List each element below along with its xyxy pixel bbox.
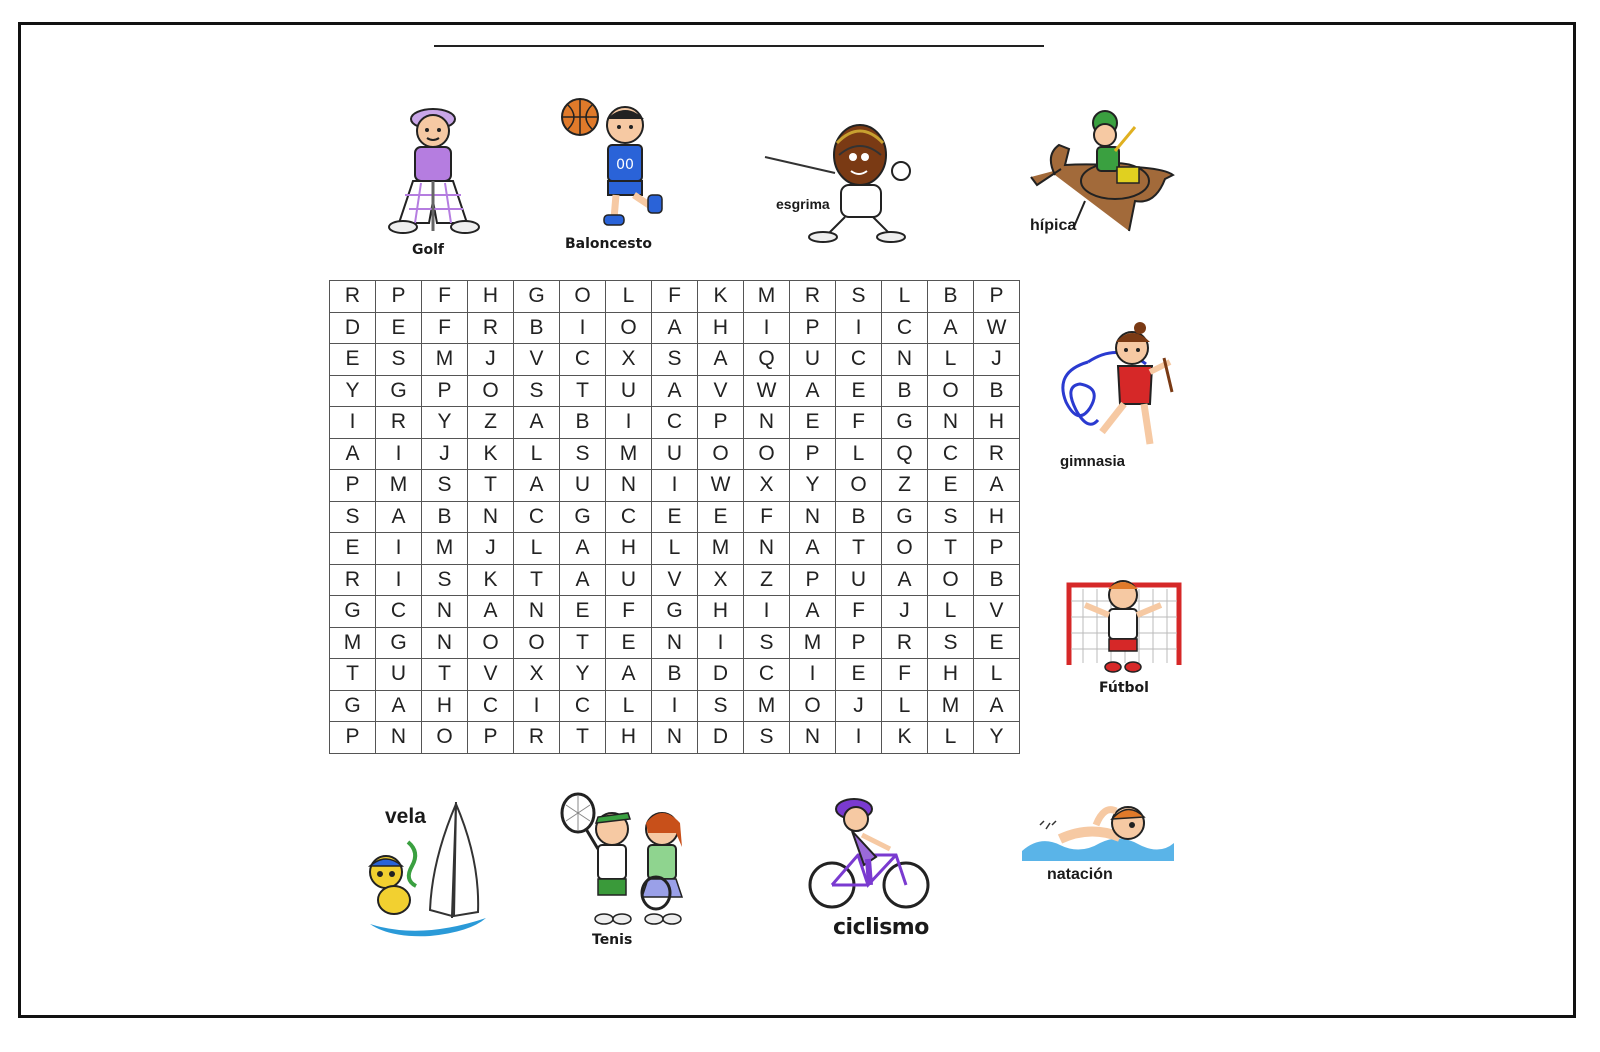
basketball-player-icon: [560, 97, 670, 232]
grid-cell[interactable]: W: [698, 470, 744, 502]
grid-cell[interactable]: B: [928, 281, 974, 313]
grid-cell[interactable]: A: [974, 470, 1020, 502]
grid-cell[interactable]: S: [422, 470, 468, 502]
grid-cell[interactable]: H: [698, 312, 744, 344]
grid-cell[interactable]: K: [698, 281, 744, 313]
grid-row: [330, 627, 1020, 659]
grid-cell[interactable]: U: [790, 344, 836, 376]
grid-cell[interactable]: E: [330, 344, 376, 376]
grid-cell[interactable]: A: [560, 564, 606, 596]
grid-cell[interactable]: X: [698, 564, 744, 596]
grid-cell[interactable]: A: [560, 533, 606, 565]
vela-label: vela: [385, 805, 426, 828]
sport-tenis: [558, 793, 708, 953]
grid-cell[interactable]: O: [468, 375, 514, 407]
grid-cell[interactable]: O: [744, 438, 790, 470]
grid-cell[interactable]: S: [928, 501, 974, 533]
grid-cell[interactable]: A: [790, 596, 836, 628]
gimnasia-label: gimnasia: [1060, 453, 1126, 470]
grid-cell[interactable]: B: [836, 501, 882, 533]
grid-cell[interactable]: P: [376, 281, 422, 313]
grid-cell[interactable]: E: [330, 533, 376, 565]
grid-cell[interactable]: P: [836, 627, 882, 659]
grid-cell[interactable]: G: [330, 596, 376, 628]
grid-row: [330, 533, 1020, 565]
grid-cell[interactable]: O: [928, 375, 974, 407]
cyclist-icon: [806, 795, 936, 915]
grid-cell[interactable]: N: [376, 722, 422, 754]
grid-cell[interactable]: A: [330, 438, 376, 470]
grid-cell[interactable]: R: [376, 407, 422, 439]
grid-cell[interactable]: P: [698, 407, 744, 439]
grid-cell[interactable]: P: [330, 470, 376, 502]
grid-cell[interactable]: G: [882, 501, 928, 533]
grid-cell[interactable]: N: [652, 722, 698, 754]
grid-cell[interactable]: A: [652, 312, 698, 344]
grid-row: [330, 375, 1020, 407]
grid-cell[interactable]: E: [376, 312, 422, 344]
grid-cell[interactable]: N: [882, 344, 928, 376]
grid-cell[interactable]: O: [560, 281, 606, 313]
grid-cell[interactable]: M: [422, 344, 468, 376]
grid-cell[interactable]: I: [652, 690, 698, 722]
grid-cell[interactable]: S: [560, 438, 606, 470]
grid-cell[interactable]: N: [468, 501, 514, 533]
grid-cell[interactable]: I: [790, 659, 836, 691]
grid-cell[interactable]: Y: [790, 470, 836, 502]
grid-cell[interactable]: B: [560, 407, 606, 439]
grid-row: [330, 312, 1020, 344]
grid-cell[interactable]: G: [514, 281, 560, 313]
grid-cell[interactable]: H: [422, 690, 468, 722]
sport-hipica: [1025, 105, 1175, 240]
grid-cell[interactable]: K: [882, 722, 928, 754]
grid-cell[interactable]: A: [376, 690, 422, 722]
grid-cell[interactable]: V: [468, 659, 514, 691]
grid-cell[interactable]: T: [836, 533, 882, 565]
grid-cell[interactable]: M: [376, 470, 422, 502]
grid-cell[interactable]: B: [422, 501, 468, 533]
gymnast-icon: [1058, 322, 1183, 452]
grid-cell[interactable]: N: [422, 627, 468, 659]
grid-cell[interactable]: P: [468, 722, 514, 754]
grid-cell[interactable]: L: [514, 438, 560, 470]
grid-cell[interactable]: A: [882, 564, 928, 596]
grid-cell[interactable]: T: [560, 627, 606, 659]
grid-cell[interactable]: Y: [560, 659, 606, 691]
grid-cell[interactable]: L: [928, 596, 974, 628]
grid-cell[interactable]: O: [928, 564, 974, 596]
grid-cell[interactable]: F: [422, 312, 468, 344]
grid-cell[interactable]: M: [744, 690, 790, 722]
sport-golf: [385, 105, 485, 260]
grid-cell[interactable]: E: [974, 627, 1020, 659]
grid-cell[interactable]: H: [468, 281, 514, 313]
grid-cell[interactable]: D: [698, 722, 744, 754]
grid-row: [330, 344, 1020, 376]
swimmer-icon: [1020, 795, 1175, 865]
grid-cell[interactable]: N: [744, 533, 790, 565]
grid-cell[interactable]: E: [698, 501, 744, 533]
grid-cell[interactable]: R: [974, 438, 1020, 470]
grid-cell[interactable]: W: [744, 375, 790, 407]
grid-cell[interactable]: K: [468, 564, 514, 596]
grid-row: [330, 659, 1020, 691]
sport-futbol: [1063, 575, 1188, 700]
grid-cell[interactable]: S: [330, 501, 376, 533]
grid-cell[interactable]: I: [376, 438, 422, 470]
grid-cell[interactable]: D: [330, 312, 376, 344]
grid-cell[interactable]: G: [376, 375, 422, 407]
grid-cell[interactable]: N: [652, 627, 698, 659]
grid-cell[interactable]: P: [790, 564, 836, 596]
grid-cell[interactable]: C: [836, 344, 882, 376]
grid-cell[interactable]: B: [974, 564, 1020, 596]
ciclismo-label: ciclismo: [833, 915, 929, 940]
grid-cell[interactable]: B: [974, 375, 1020, 407]
grid-row: [330, 501, 1020, 533]
grid-cell[interactable]: A: [514, 407, 560, 439]
grid-cell[interactable]: N: [514, 596, 560, 628]
grid-cell[interactable]: L: [928, 722, 974, 754]
grid-cell[interactable]: X: [744, 470, 790, 502]
grid-cell[interactable]: I: [330, 407, 376, 439]
grid-cell[interactable]: Z: [744, 564, 790, 596]
grid-cell[interactable]: L: [606, 690, 652, 722]
grid-cell[interactable]: M: [422, 533, 468, 565]
grid-cell[interactable]: O: [836, 470, 882, 502]
grid-cell[interactable]: O: [790, 690, 836, 722]
grid-cell[interactable]: I: [376, 533, 422, 565]
grid-cell[interactable]: T: [422, 659, 468, 691]
grid-cell[interactable]: L: [836, 438, 882, 470]
grid-cell[interactable]: E: [836, 375, 882, 407]
grid-cell[interactable]: I: [836, 312, 882, 344]
grid-cell[interactable]: J: [422, 438, 468, 470]
grid-row: [330, 470, 1020, 502]
grid-cell[interactable]: L: [974, 659, 1020, 691]
grid-row: [330, 722, 1020, 754]
grid-cell[interactable]: L: [514, 533, 560, 565]
grid-cell[interactable]: J: [882, 596, 928, 628]
grid-cell[interactable]: I: [514, 690, 560, 722]
grid-cell[interactable]: L: [882, 690, 928, 722]
grid-cell[interactable]: C: [468, 690, 514, 722]
grid-cell[interactable]: N: [790, 722, 836, 754]
grid-cell[interactable]: A: [652, 375, 698, 407]
grid-cell[interactable]: N: [422, 596, 468, 628]
grid-cell[interactable]: I: [744, 312, 790, 344]
grid-cell[interactable]: G: [376, 627, 422, 659]
sport-ciclismo: [806, 795, 936, 950]
title-blank-line: [434, 45, 1044, 47]
hipica-label: hípica: [1030, 217, 1077, 234]
grid-cell[interactable]: J: [468, 344, 514, 376]
grid-cell[interactable]: Y: [974, 722, 1020, 754]
grid-cell[interactable]: U: [836, 564, 882, 596]
grid-cell[interactable]: Q: [882, 438, 928, 470]
grid-cell[interactable]: U: [376, 659, 422, 691]
grid-cell[interactable]: F: [836, 407, 882, 439]
grid-cell[interactable]: H: [928, 659, 974, 691]
grid-cell[interactable]: V: [698, 375, 744, 407]
grid-cell[interactable]: M: [790, 627, 836, 659]
grid-cell[interactable]: A: [790, 533, 836, 565]
grid-cell[interactable]: G: [330, 690, 376, 722]
grid-cell[interactable]: I: [652, 470, 698, 502]
grid-cell[interactable]: P: [974, 533, 1020, 565]
grid-cell[interactable]: A: [974, 690, 1020, 722]
grid-cell[interactable]: M: [928, 690, 974, 722]
grid-cell[interactable]: E: [836, 659, 882, 691]
grid-cell[interactable]: Z: [882, 470, 928, 502]
grid-cell[interactable]: V: [514, 344, 560, 376]
grid-cell[interactable]: O: [882, 533, 928, 565]
grid-cell[interactable]: G: [882, 407, 928, 439]
natacion-label: natación: [1047, 866, 1113, 883]
grid-cell[interactable]: A: [468, 596, 514, 628]
grid-cell[interactable]: M: [744, 281, 790, 313]
grid-row: [330, 596, 1020, 628]
grid-cell[interactable]: P: [974, 281, 1020, 313]
grid-cell[interactable]: C: [376, 596, 422, 628]
grid-cell[interactable]: O: [698, 438, 744, 470]
grid-cell[interactable]: B: [514, 312, 560, 344]
grid-cell[interactable]: F: [882, 659, 928, 691]
grid-cell[interactable]: F: [836, 596, 882, 628]
grid-cell[interactable]: S: [698, 690, 744, 722]
grid-cell[interactable]: T: [514, 564, 560, 596]
grid-cell[interactable]: N: [744, 407, 790, 439]
word-search-grid: [329, 280, 1020, 754]
grid-cell[interactable]: O: [606, 312, 652, 344]
grid-cell[interactable]: J: [974, 344, 1020, 376]
grid-cell[interactable]: C: [928, 438, 974, 470]
grid-cell[interactable]: U: [606, 564, 652, 596]
grid-cell[interactable]: N: [606, 470, 652, 502]
grid-cell[interactable]: S: [514, 375, 560, 407]
grid-cell[interactable]: P: [790, 312, 836, 344]
grid-cell[interactable]: A: [514, 470, 560, 502]
grid-cell[interactable]: Q: [744, 344, 790, 376]
grid-cell[interactable]: K: [468, 438, 514, 470]
grid-cell[interactable]: V: [652, 564, 698, 596]
grid-cell[interactable]: T: [330, 659, 376, 691]
grid-cell[interactable]: R: [790, 281, 836, 313]
grid-cell[interactable]: X: [514, 659, 560, 691]
grid-cell[interactable]: P: [790, 438, 836, 470]
grid-cell[interactable]: T: [928, 533, 974, 565]
grid-cell[interactable]: I: [698, 627, 744, 659]
grid-cell[interactable]: M: [698, 533, 744, 565]
grid-row: [330, 438, 1020, 470]
grid-cell[interactable]: R: [330, 281, 376, 313]
grid-cell[interactable]: A: [698, 344, 744, 376]
grid-cell[interactable]: O: [468, 627, 514, 659]
grid-cell[interactable]: B: [882, 375, 928, 407]
grid-cell[interactable]: Y: [330, 375, 376, 407]
fencer-icon: [765, 115, 925, 245]
grid-cell[interactable]: H: [606, 722, 652, 754]
grid-cell[interactable]: C: [652, 407, 698, 439]
grid-cell[interactable]: D: [698, 659, 744, 691]
grid-cell[interactable]: G: [560, 501, 606, 533]
grid-cell[interactable]: A: [928, 312, 974, 344]
grid-cell[interactable]: I: [560, 312, 606, 344]
golfer-icon: [385, 105, 485, 235]
grid-cell[interactable]: E: [606, 627, 652, 659]
grid-cell[interactable]: F: [422, 281, 468, 313]
grid-cell[interactable]: O: [422, 722, 468, 754]
grid-row: [330, 281, 1020, 313]
grid-cell[interactable]: C: [560, 344, 606, 376]
grid-cell[interactable]: I: [606, 407, 652, 439]
sport-baloncesto: [560, 97, 670, 257]
grid-cell[interactable]: F: [606, 596, 652, 628]
grid-cell[interactable]: R: [330, 564, 376, 596]
grid-cell[interactable]: X: [606, 344, 652, 376]
grid-cell[interactable]: L: [882, 281, 928, 313]
grid-cell[interactable]: J: [836, 690, 882, 722]
grid-cell[interactable]: S: [928, 627, 974, 659]
grid-cell[interactable]: S: [836, 281, 882, 313]
grid-cell[interactable]: F: [652, 281, 698, 313]
grid-cell[interactable]: E: [560, 596, 606, 628]
grid-row: [330, 407, 1020, 439]
grid-cell[interactable]: I: [376, 564, 422, 596]
grid-cell[interactable]: C: [560, 690, 606, 722]
grid-cell[interactable]: R: [468, 312, 514, 344]
grid-cell[interactable]: R: [514, 722, 560, 754]
grid-cell[interactable]: G: [652, 596, 698, 628]
tennis-players-icon: [558, 793, 708, 928]
grid-cell[interactable]: C: [744, 659, 790, 691]
grid-cell[interactable]: L: [652, 533, 698, 565]
sport-esgrima: [765, 115, 925, 245]
grid-cell[interactable]: H: [606, 533, 652, 565]
grid-cell[interactable]: S: [744, 627, 790, 659]
sport-vela: [360, 800, 490, 945]
esgrima-label: esgrima: [776, 196, 830, 212]
sport-natacion: [1020, 795, 1175, 895]
grid-cell[interactable]: N: [790, 501, 836, 533]
grid-cell[interactable]: E: [652, 501, 698, 533]
grid-cell[interactable]: H: [698, 596, 744, 628]
grid-cell[interactable]: Z: [468, 407, 514, 439]
grid-cell[interactable]: F: [744, 501, 790, 533]
grid-cell[interactable]: M: [330, 627, 376, 659]
grid-cell[interactable]: C: [606, 501, 652, 533]
grid-cell[interactable]: J: [468, 533, 514, 565]
grid-cell[interactable]: L: [928, 344, 974, 376]
grid-cell[interactable]: T: [560, 722, 606, 754]
futbol-label: Fútbol: [1099, 680, 1149, 696]
grid-cell[interactable]: S: [422, 564, 468, 596]
grid-cell[interactable]: A: [376, 501, 422, 533]
grid-cell[interactable]: A: [790, 375, 836, 407]
grid-cell[interactable]: M: [606, 438, 652, 470]
grid-cell[interactable]: I: [836, 722, 882, 754]
grid-cell[interactable]: N: [928, 407, 974, 439]
grid-cell[interactable]: E: [790, 407, 836, 439]
grid-cell[interactable]: I: [744, 596, 790, 628]
golf-label: Golf: [412, 242, 444, 258]
grid-cell[interactable]: P: [422, 375, 468, 407]
grid-cell[interactable]: E: [928, 470, 974, 502]
sport-gimnasia: [1058, 322, 1183, 472]
grid-cell[interactable]: A: [606, 659, 652, 691]
grid-cell[interactable]: O: [514, 627, 560, 659]
grid-cell[interactable]: Y: [422, 407, 468, 439]
grid-cell[interactable]: R: [882, 627, 928, 659]
grid-cell[interactable]: H: [974, 407, 1020, 439]
grid-row: [330, 690, 1020, 722]
grid-cell[interactable]: T: [468, 470, 514, 502]
grid-cell[interactable]: W: [974, 312, 1020, 344]
grid-cell[interactable]: V: [974, 596, 1020, 628]
grid-cell[interactable]: U: [652, 438, 698, 470]
grid-cell[interactable]: U: [606, 375, 652, 407]
tenis-label: Tenis: [592, 932, 633, 948]
grid-cell[interactable]: U: [560, 470, 606, 502]
goalkeeper-icon: [1063, 575, 1188, 675]
grid-cell[interactable]: L: [606, 281, 652, 313]
svg-text:00: 00: [616, 157, 634, 173]
grid-cell[interactable]: S: [652, 344, 698, 376]
grid-cell[interactable]: C: [514, 501, 560, 533]
grid-cell[interactable]: C: [882, 312, 928, 344]
grid-cell[interactable]: B: [652, 659, 698, 691]
grid-cell[interactable]: S: [744, 722, 790, 754]
grid-cell[interactable]: H: [974, 501, 1020, 533]
baloncesto-label: Baloncesto: [565, 236, 652, 252]
grid-cell[interactable]: S: [376, 344, 422, 376]
grid-cell[interactable]: P: [330, 722, 376, 754]
grid-cell[interactable]: T: [560, 375, 606, 407]
grid-row: [330, 564, 1020, 596]
